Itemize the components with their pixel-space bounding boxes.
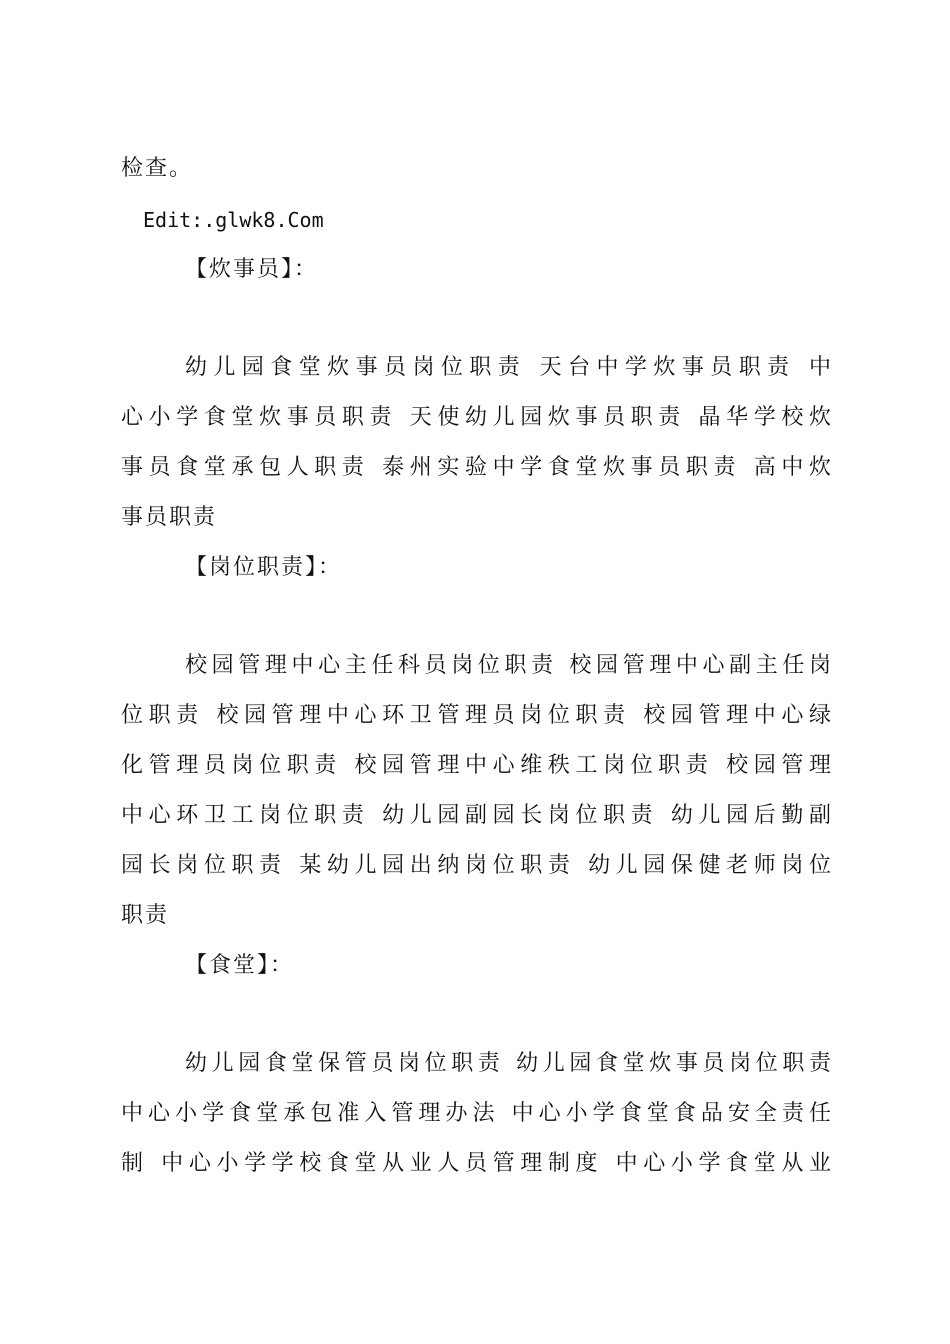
section-heading: 【岗位职责】： [185,555,343,580]
paragraph-line: 幼儿园食堂保管员岗位职责 幼儿园食堂炊事员岗位职责 [185,1051,833,1076]
section-heading: 【食堂】： [185,953,295,978]
paragraph-line: 心小学食堂炊事员职责 天使幼儿园炊事员职责 晶华学校炊 [121,405,833,430]
paragraph-line: 幼儿园食堂炊事员岗位职责 天台中学炊事员职责 中 [185,355,833,380]
section-heading: 【炊事员】： [185,257,319,282]
paragraph-line: 事员食堂承包人职责 泰州实验中学食堂炊事员职责 高中炊 [121,455,833,480]
paragraph-line: 校园管理中心主任科员岗位职责 校园管理中心副主任岗 [185,653,833,678]
paragraph-line: 中心环卫工岗位职责 幼儿园副园长岗位职责 幼儿园后勤副 [121,803,833,828]
paragraph-line: 制 中心小学学校食堂从业人员管理制度 中心小学食堂从业 [121,1151,833,1176]
edit-line: Edit:.glwk8.Com [143,208,324,232]
text-line: 检查。 [121,156,194,181]
paragraph-line: 中心小学食堂承包准入管理办法 中心小学食堂食品安全责任 [121,1101,833,1126]
paragraph-line: 园长岗位职责 某幼儿园出纳岗位职责 幼儿园保健老师岗位 [121,853,833,878]
paragraph-line: 化管理员岗位职责 校园管理中心维秩工岗位职责 校园管理 [121,753,833,778]
paragraph-line: 职责 [121,903,170,928]
paragraph-line: 位职责 校园管理中心环卫管理员岗位职责 校园管理中心绿 [121,703,833,728]
paragraph-line: 事员职责 [121,505,218,530]
